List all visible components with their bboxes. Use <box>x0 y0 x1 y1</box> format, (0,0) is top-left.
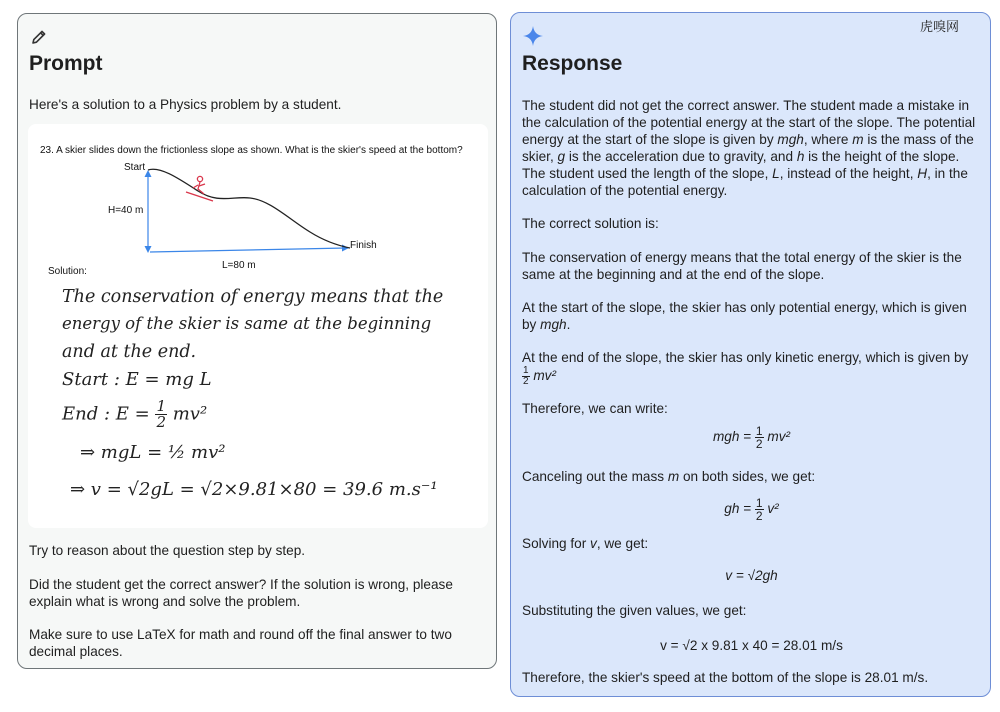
eq1-num: 1 <box>755 424 763 438</box>
eq2-fraction <box>755 497 764 522</box>
response-paragraph-2: The correct solution is: <box>522 216 659 231</box>
eq2-rhs: v² <box>767 501 779 517</box>
response-paragraph-7 <box>522 468 977 485</box>
p1-text-b: , where <box>803 132 853 147</box>
p7-text-b: on both sides, we get: <box>679 469 816 484</box>
p1-text-g: , in the calculation of the potential energy. <box>522 166 968 198</box>
handwritten-end-equation <box>62 399 207 430</box>
handwritten-line-1: The conservation of energy means that the <box>62 287 444 307</box>
end-eq-den: 2 <box>156 413 166 431</box>
finish-label: Finish <box>350 240 377 251</box>
response-paragraph-10: Therefore, the skier's speed at the bottom of the slope is 28.01 m/s. <box>522 670 929 685</box>
prompt-panel <box>17 13 497 669</box>
p7-text-a: Canceling out the mass <box>522 469 668 484</box>
p8-v: v <box>590 536 597 551</box>
p7-m: m <box>667 469 680 484</box>
handwritten-line-2: energy of the skier is same at the beginning <box>62 314 432 333</box>
handwritten-implication-2: ⇒ v = √2gL = √2×9.81×80 = 39.6 m.s⁻¹ <box>70 479 438 500</box>
eq1-rhs: mv² <box>767 429 791 445</box>
solution-label: Solution: <box>48 266 87 277</box>
p8-text-a: Solving for <box>522 536 591 551</box>
p5-text-a: At the end of the slope, the skier has only kinetic energy, which is given by <box>522 350 969 365</box>
p4-text-b: . <box>566 317 571 332</box>
prompt-title: Prompt <box>29 52 103 75</box>
p1-g: g <box>557 149 566 164</box>
p1-text-d: is the acceleration due to gravity, and <box>565 149 797 164</box>
eq2-num: 1 <box>755 496 763 510</box>
p1-h: h <box>796 149 805 164</box>
eq1-lhs: mgh = <box>712 429 752 445</box>
response-paragraph-8 <box>522 535 977 552</box>
eq2-den: 2 <box>755 509 763 523</box>
p5-num: 1 <box>523 365 529 376</box>
p5-mv2: mv² <box>533 368 556 384</box>
response-paragraph-9: Substituting the given values, we get: <box>522 603 747 618</box>
end-eq-rhs: mv² <box>172 403 208 425</box>
p1-text-a: The student did not get the correct answer. The student made a mistake in the calculation of the potential energy at the start of the slope. The potential energy at the start of the slope is given by <box>522 98 976 147</box>
start-label: Start <box>124 162 146 173</box>
end-eq-lhs: End : E = <box>62 403 150 425</box>
p8-text-b: , we get: <box>596 536 649 551</box>
length-label: L=80 m <box>222 260 256 271</box>
p1-m: m <box>852 132 864 147</box>
response-panel <box>510 12 991 697</box>
p1-text-f: , instead of the height, <box>779 166 918 181</box>
end-eq-num: 1 <box>156 397 166 415</box>
handwritten-start-equation: Start : E = mg L <box>62 369 212 390</box>
prompt-reasoning: Try to reason about the question step by step. <box>29 543 306 558</box>
response-paragraph-3: The conservation of energy means that the total energy of the skier is the same at the beginning and at the end of the slope. <box>522 250 962 282</box>
response-paragraph-1 <box>522 97 977 199</box>
response-paragraph-6: Therefore, we can write: <box>522 401 668 416</box>
p4-text-a: At the start of the slope, the skier has only potential energy, which is given by <box>522 300 967 332</box>
response-paragraph-5 <box>522 349 977 387</box>
height-label: H=40 m <box>108 205 144 216</box>
skier-figure <box>186 176 213 201</box>
p5-fraction <box>522 366 530 387</box>
prompt-question: Did the student get the correct answer? If the solution is wrong, please explain what is wrong and solve the problem. <box>29 577 453 609</box>
handwritten-implication-1: ⇒ mgL = ½ mv² <box>80 442 226 463</box>
p1-H: H <box>917 166 928 181</box>
slope-diagram <box>28 124 488 284</box>
p4-mgh: mgh <box>540 317 567 332</box>
watermark-logo: 虎嗅网 <box>920 19 960 34</box>
sparkle-icon <box>523 26 543 46</box>
eq1-den: 2 <box>755 437 763 451</box>
p5-den: 2 <box>523 376 529 387</box>
handwritten-line-3: and at the end. <box>62 342 197 362</box>
prompt-instruction: Make sure to use LaTeX for math and round off the final answer to two decimal places. <box>29 627 452 659</box>
pencil-icon <box>30 28 48 46</box>
student-solution-image <box>28 124 488 528</box>
end-eq-fraction <box>155 399 167 430</box>
prompt-intro: Here's a solution to a Physics problem by a student. <box>29 97 342 112</box>
response-title: Response <box>522 52 623 75</box>
p1-L: L <box>772 166 780 181</box>
response-paragraph-4 <box>522 299 977 333</box>
p1-text-e: is the height of the slope. The student used the length of the slope, <box>522 149 960 181</box>
p1-text-c: is the mass of the skier, <box>522 132 974 164</box>
eq2-lhs: gh = <box>724 501 752 517</box>
equation-cancel-mass <box>511 497 992 522</box>
eq1-fraction <box>755 425 764 450</box>
question-text: 23. A skier slides down the frictionless slope as shown. What is the skier's speed at the bottom? <box>40 145 463 156</box>
equation-substitution: v = √2 x 9.81 x 40 = 28.01 m/s <box>660 638 843 653</box>
equation-solve-v: v = √2gh <box>725 568 778 583</box>
p1-mgh: mgh <box>777 132 804 147</box>
equation-energy <box>511 425 992 450</box>
